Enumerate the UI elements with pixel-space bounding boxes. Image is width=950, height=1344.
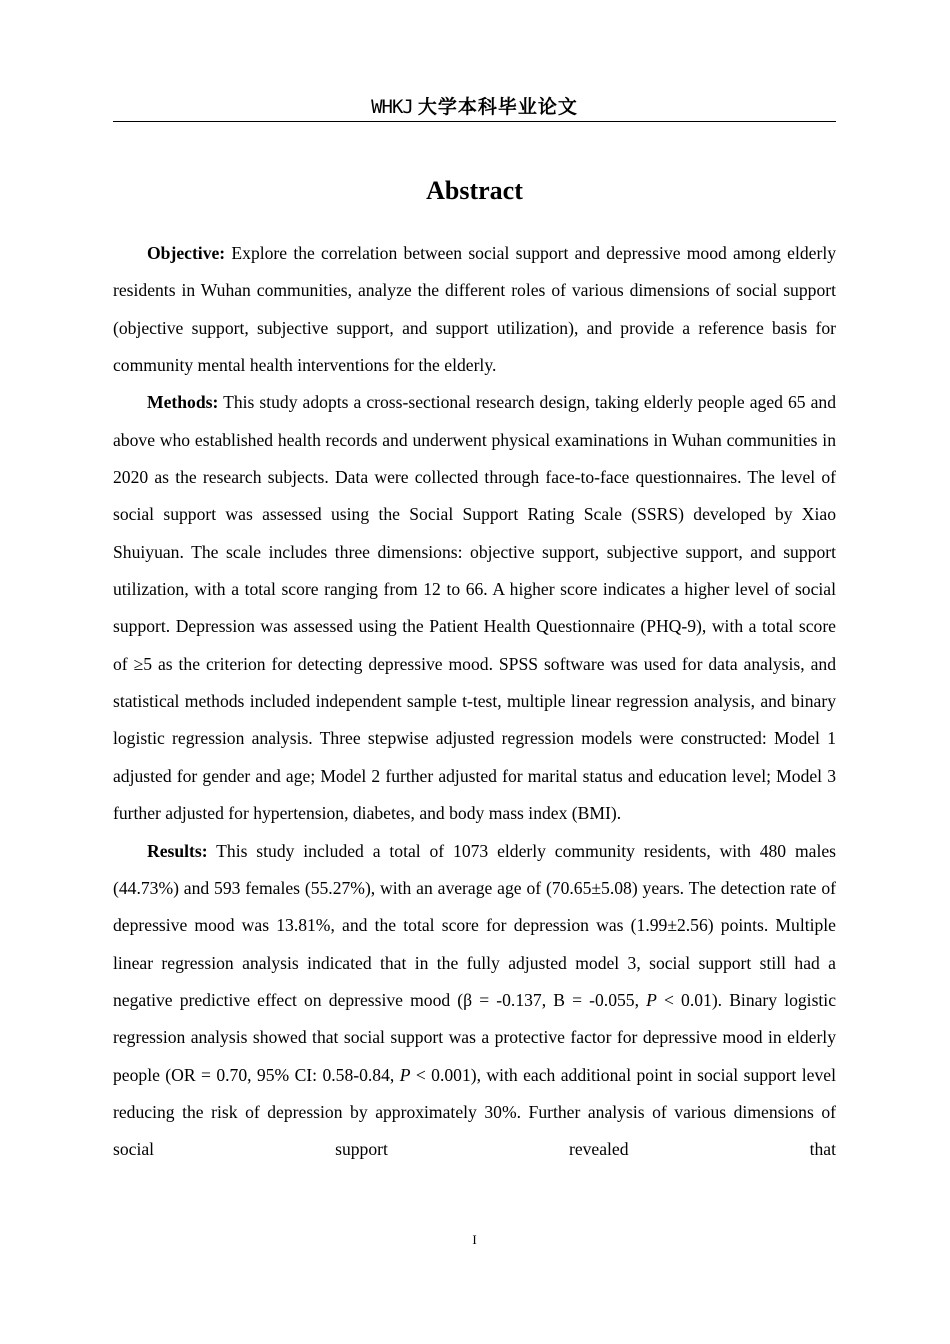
methods-label: Methods: bbox=[147, 392, 219, 413]
page-title: Abstract bbox=[426, 176, 523, 205]
header-thesis-title: 大学本科毕业论文 bbox=[417, 96, 578, 118]
objective-paragraph bbox=[113, 235, 836, 384]
objective-label: Objective: bbox=[147, 243, 226, 263]
results-p-symbol-2: P bbox=[399, 1064, 411, 1085]
page-number: I bbox=[472, 1232, 477, 1247]
abstract-body bbox=[113, 235, 836, 1169]
running-header bbox=[113, 94, 836, 120]
objective-text: Explore the correlation between social support and depressive mood among elderly residents in Wuhan communities, analyze the different roles of various dimensions of social support (objective support, subjective support, and support utilization), and provide a reference basis for community mental health interventions for the elderly. bbox=[113, 243, 836, 376]
header-university-code: WHKJ bbox=[371, 96, 413, 118]
methods-text: This study adopts a cross-sectional research design, taking elderly people aged 65 and above who established health records and underwent physical examinations in Wuhan communities in 2020 as the research subjects. Data were collected through face-to-face questionnaires. The level of social support was assessed using the Social Support Rating Scale (SSRS) developed by Xiao Shuiyuan. The scale includes three dimensions: objective support, subjective support, and support utilization, with a total score ranging from 12 to 66. A higher score indicates a higher level of social support. Depression was assessed using the Patient Health Questionnaire (PHQ-9), with a total score of ≥5 as the criterion for detecting depressive mood. SPSS software was used for data analysis, and statistical methods included independent sample t-test, multiple linear regression analysis, and binary logistic regression analysis. Three stepwise adjusted regression models were constructed: Model 1 adjusted for gender and age; Model 2 further adjusted for marital status and education level; Model 3 further adjusted for hypertension, diabetes, and body mass index (BMI). bbox=[113, 392, 836, 824]
results-text-part-3: < 0.001), with each additional point in social support level reducing the risk of depression by approximately 30%. Further analysis of various dimensions of social support revealed that bbox=[113, 1064, 836, 1160]
header-rule bbox=[113, 121, 836, 122]
methods-paragraph bbox=[113, 384, 836, 832]
results-text-part-1: This study included a total of 1073 elderly community residents, with 480 males (44.73%) and 593 females (55.27%), with an average age of (70.65±5.08) years. The detection rate of depressive mood was 13.81%, and the total score for depression was (1.99±2.56) points. Multiple linear regression analysis indicated that in the fully adjusted model 3, social support still had a negative predictive effect on depressive mood (β = -0.137, B = -0.055, bbox=[113, 840, 836, 1010]
results-paragraph bbox=[113, 833, 836, 1169]
results-p-symbol-1: P bbox=[646, 989, 657, 1010]
results-text-part-2: < 0.01). Binary logistic regression analysis showed that social support was a protective factor for depressive mood in elderly people (OR = 0.70, 95% CI: 0.58-0.84, bbox=[113, 989, 836, 1085]
results-label: Results: bbox=[147, 840, 208, 861]
